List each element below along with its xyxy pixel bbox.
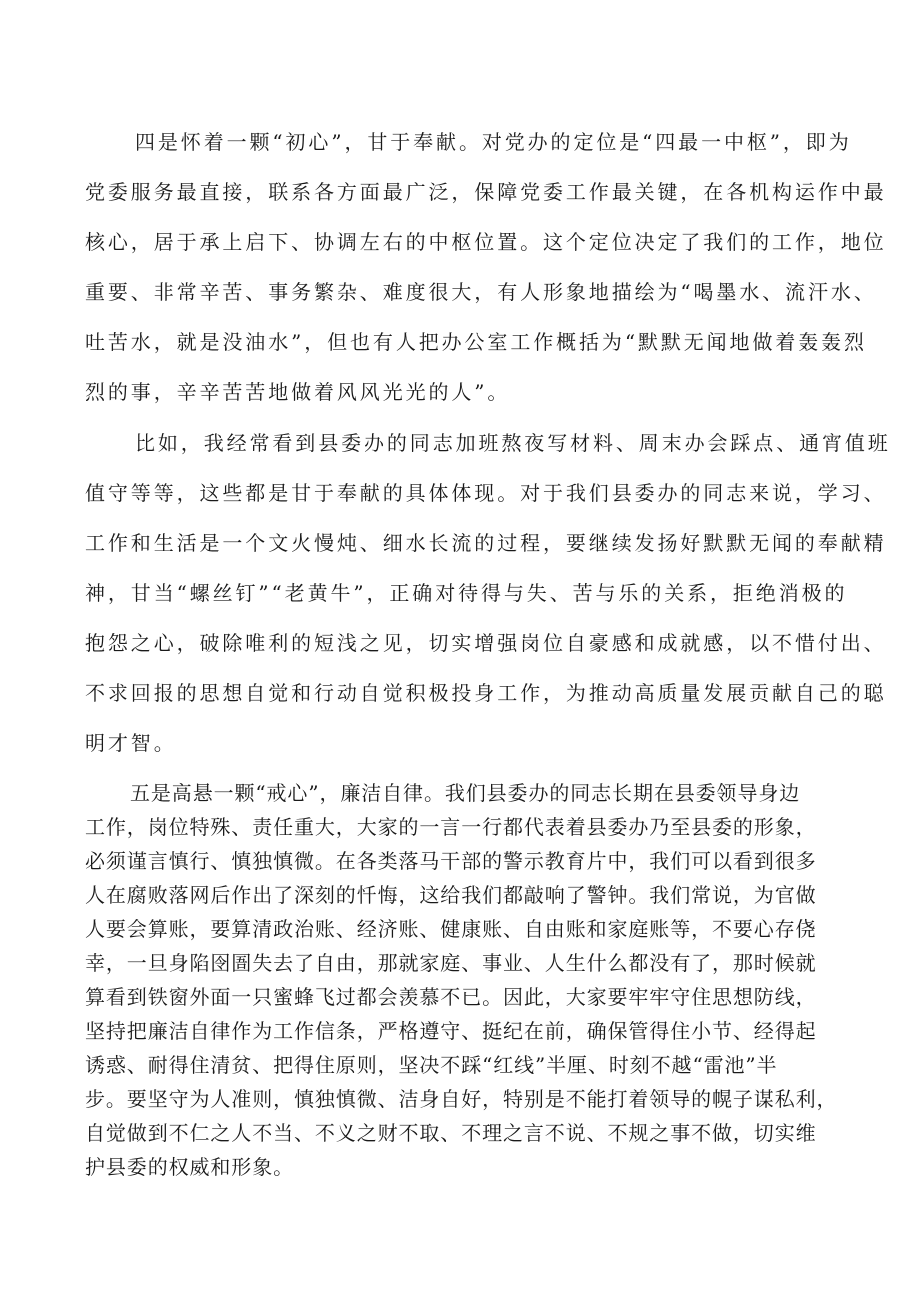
text-line: 坚持把廉洁自律作为工作信条，严格遵守、挺纪在前，确保管得住小节、经得起 [85, 1019, 817, 1043]
text-line: 自觉做到不仁之人不当、不义之财不取、不理之言不说、不规之事不做，切实维 [85, 1121, 817, 1145]
text-line: 重要、非常辛苦、事务繁杂、难度很大，有人形象地描绘为“喝墨水、流汗水、 [85, 280, 877, 304]
text-line: 值守等等，这些都是甘于奉献的具体体现。对于我们县委办的同志来说，学习、 [85, 481, 887, 505]
text-line: 算看到铁窗外面一只蜜蜂飞过都会羡慕不已。因此，大家要牢牢守住思想防线， [85, 985, 817, 1009]
text-line: 人要会算账，要算清政治账、经济账、健康账、自由账和家庭账等，不要心存侥 [85, 917, 817, 941]
text-line: 人在腐败落网后作出了深刻的忏悔，这给我们都敲响了警钟。我们常说，为官做 [85, 883, 817, 907]
text-line: 明才智。 [85, 731, 177, 755]
text-line: 必须谨言慎行、慎独慎微。在各类落马干部的警示教育片中，我们可以看到很多 [85, 849, 817, 873]
text-line: 工作和生活是一个文火慢炖、细水长流的过程，要继续发扬好默默无闻的奉献精 [85, 531, 887, 555]
text-line: 诱惑、耐得住清贫、把得住原则，坚决不踩“红线”半厘、时刻不越“雷池”半 [85, 1053, 778, 1077]
text-line: 工作，岗位特殊、责任重大，大家的一言一行都代表着县委办乃至县委的形象， [85, 815, 817, 839]
text-line: 幸，一旦身陷囹圄失去了自由，那就家庭、事业、人生什么都没有了，那时候就 [85, 951, 817, 975]
text-line: 抱怨之心，破除唯利的短浅之见，切实增强岗位自豪感和成就感，以不惜付出、 [85, 631, 887, 655]
text-line: 不求回报的思想自觉和行动自觉积极投身工作，为推动高质量发展贡献自己的聪 [85, 681, 887, 705]
text-line: 核心，居于承上启下、协调左右的中枢位置。这个定位决定了我们的工作，地位 [85, 230, 887, 254]
text-line: 护县委的权威和形象。 [85, 1155, 294, 1179]
text-line: 党委服务最直接，联系各方面最广泛，保障党委工作最关键，在各机构运作中最 [85, 180, 887, 204]
text-line: 吐苦水，就是没油水”，但也有人把办公室工作概括为“默默无闻地做着轰轰烈 [85, 330, 867, 354]
text-line: 五是高悬一颗“戒心”，廉洁自律。我们县委办的同志长期在县委领导身边 [130, 781, 801, 805]
text-line: 烈的事，辛辛苦苦地做着风风光光的人”。 [85, 380, 511, 404]
text-line: 比如，我经常看到县委办的同志加班熬夜写材料、周末办会踩点、通宵值班 [135, 431, 891, 455]
text-line: 四是怀着一颗“初心”，甘于奉献。对党办的定位是“四最一中枢”，即为 [135, 130, 852, 154]
text-line: 神，甘当“螺丝钉”“老黄牛”，正确对待得与失、苦与乐的关系，拒绝消极的 [85, 581, 848, 605]
text-line: 步。要坚守为人准则，慎独慎微、洁身自好，特别是不能打着领导的幌子谋私利， [85, 1087, 838, 1111]
